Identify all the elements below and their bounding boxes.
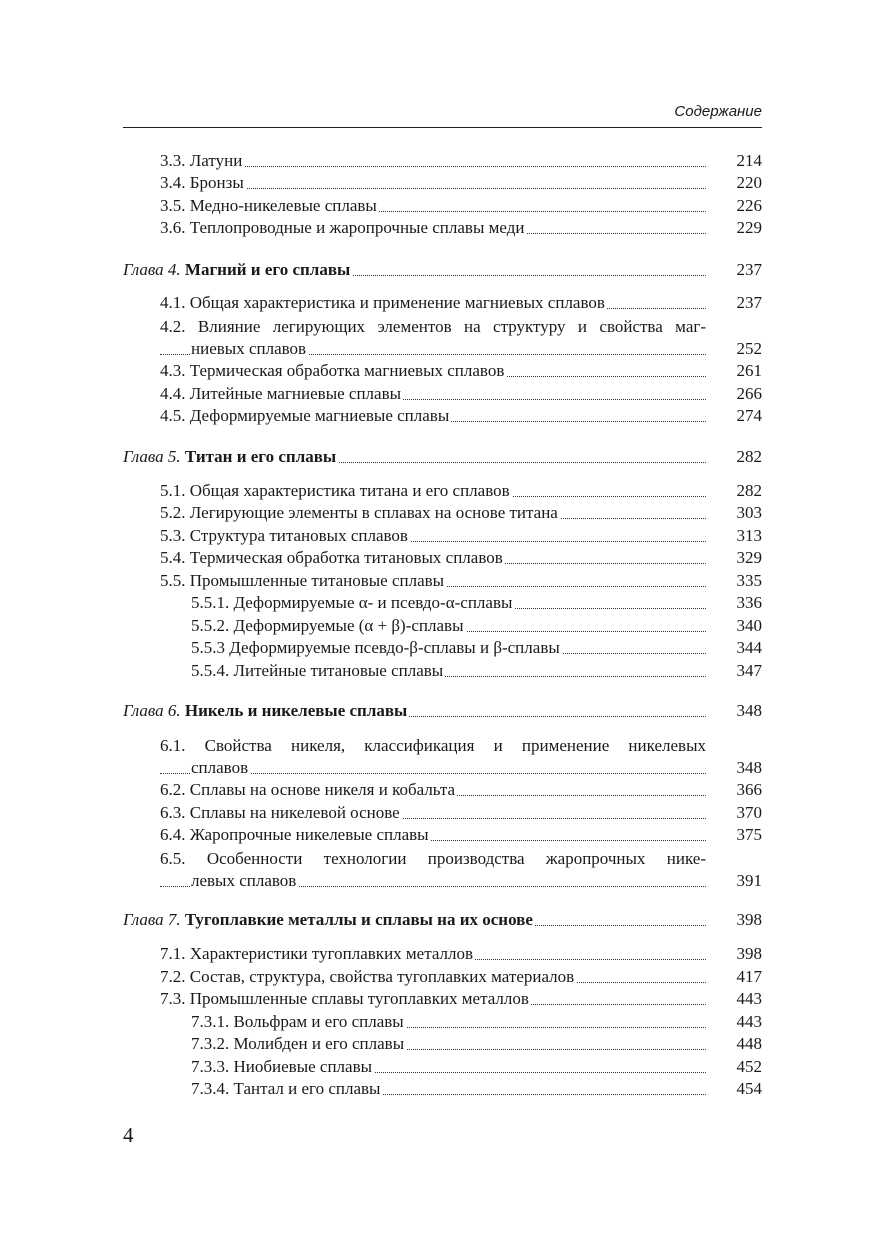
toc-entry	[191, 592, 762, 614]
chapter-title: Никель и никелевые сплавы	[184, 701, 408, 720]
toc-entry	[160, 779, 762, 801]
toc-entry	[160, 848, 762, 892]
toc-entry-title: 7.3.1. Вольфрам и его сплавы	[191, 1012, 404, 1031]
toc-page-number: 348	[736, 758, 762, 777]
toc-chapter-entry	[123, 446, 762, 468]
toc-page-number: 313	[736, 526, 762, 545]
toc-entry	[160, 802, 762, 824]
toc-page-number: 261	[736, 361, 762, 380]
toc-entry-title-line1: 4.2. Влияние легирующих элементов на структуру и свойства маг-	[160, 317, 706, 336]
toc-page-number: 335	[736, 571, 762, 590]
toc-entry	[191, 1078, 762, 1100]
chapter-title: Титан и его сплавы	[184, 447, 337, 466]
toc-page-number: 266	[736, 384, 762, 403]
toc-entry	[160, 502, 762, 524]
toc-page-number: 370	[736, 803, 762, 822]
toc-page-number: 417	[736, 967, 762, 986]
toc-entry-title: 5.4. Термическая обработка титановых сплавов	[160, 548, 503, 567]
toc-entry-title: 4.1. Общая характеристика и применение магниевых сплавов	[160, 293, 605, 312]
toc-chapter-entry	[123, 700, 762, 722]
toc-entry	[160, 943, 762, 965]
toc-entry-title: 5.3. Структура титановых сплавов	[160, 526, 408, 545]
toc-page-number: 252	[736, 339, 762, 358]
toc-entry-title-line2: левых сплавов	[191, 871, 297, 890]
toc-page-number: 375	[736, 825, 762, 844]
toc-page-number: 220	[736, 173, 762, 192]
chapter-label: Глава 7.	[123, 910, 181, 929]
toc-page-number: 214	[736, 151, 762, 170]
toc-entry	[160, 570, 762, 592]
toc-entry-title-line2: ниевых сплавов	[191, 339, 307, 358]
chapter-label: Глава 6.	[123, 701, 181, 720]
page-number: 4	[123, 1123, 134, 1147]
toc-entry	[160, 480, 762, 502]
toc-entry	[191, 637, 762, 659]
toc-page-number: 329	[736, 548, 762, 567]
toc-entry-title: 5.1. Общая характеристика титана и его сплавов	[160, 481, 510, 500]
toc-entry	[160, 150, 762, 172]
toc-entry-title: 6.4. Жаропрочные никелевые сплавы	[160, 825, 429, 844]
toc-entry	[191, 1033, 762, 1055]
chapter-label: Глава 5.	[123, 447, 181, 466]
toc-page-number: 226	[736, 196, 762, 215]
running-head-title: Содержание	[674, 103, 762, 120]
toc-entry-title: 7.3.2. Молибден и его сплавы	[191, 1034, 405, 1053]
toc-entry-title: 5.5.3 Деформируемые псевдо-β-сплавы и β-сплавы	[191, 638, 560, 657]
toc-entry	[160, 525, 762, 547]
toc-entry	[160, 360, 762, 382]
toc-entry-title: 7.3.3. Ниобиевые сплавы	[191, 1057, 373, 1076]
toc-page-number: 348	[736, 701, 762, 720]
toc-entry	[160, 172, 762, 194]
toc-entry	[191, 615, 762, 637]
toc-page-number: 347	[736, 661, 762, 680]
toc-page-number: 274	[736, 406, 762, 425]
toc-entry	[160, 383, 762, 405]
toc-entry-title: 6.2. Сплавы на основе никеля и кобальта	[160, 780, 456, 799]
toc-page-number: 452	[736, 1057, 762, 1076]
toc-entry	[160, 547, 762, 569]
toc-page-number: 336	[736, 593, 762, 612]
toc-entry-title: 3.6. Теплопроводные и жаропрочные сплавы меди	[160, 218, 525, 237]
toc-page-number: 344	[736, 638, 762, 657]
toc-entry	[160, 735, 762, 779]
toc-entry	[160, 405, 762, 427]
toc-entry	[191, 1011, 762, 1033]
toc-entry	[191, 660, 762, 682]
toc-entry-title: 4.4. Литейные магниевые сплавы	[160, 384, 402, 403]
toc-entry-title: 5.5.4. Литейные титановые сплавы	[191, 661, 444, 680]
toc-entry	[160, 316, 762, 360]
chapter-title: Тугоплавкие металлы и сплавы на их основе	[184, 910, 533, 929]
toc-page-number: 340	[736, 616, 762, 635]
toc-page-number: 391	[736, 871, 762, 890]
toc-chapter-entry	[123, 259, 762, 281]
toc-entry-title: 4.3. Термическая обработка магниевых сплавов	[160, 361, 505, 380]
chapter-title: Магний и его сплавы	[184, 260, 351, 279]
toc-page-number: 443	[736, 989, 762, 1008]
toc-entry-title: 7.3.4. Тантал и его сплавы	[191, 1079, 381, 1098]
toc-page-number: 366	[736, 780, 762, 799]
toc-entry-title: 6.3. Сплавы на никелевой основе	[160, 803, 400, 822]
toc-entry-title-line1: 6.5. Особенности технологии производства жаропрочных нике-	[160, 849, 706, 868]
toc-entry-title: 4.5. Деформируемые магниевые сплавы	[160, 406, 450, 425]
toc-page-number: 398	[736, 944, 762, 963]
toc-entry-title: 5.2. Легирующие элементы в сплавах на основе титана	[160, 503, 558, 522]
toc-page-number: 443	[736, 1012, 762, 1031]
toc-entry-title-line1: 6.1. Свойства никеля, классификация и применение никелевых	[160, 736, 706, 755]
toc-page-number: 448	[736, 1034, 762, 1053]
toc-entry-title: 3.5. Медно-никелевые сплавы	[160, 196, 377, 215]
toc-entry	[160, 195, 762, 217]
toc-entry	[160, 824, 762, 846]
toc-entry	[160, 988, 762, 1010]
toc-entry-title-line2: сплавов	[191, 758, 249, 777]
chapter-label: Глава 4.	[123, 260, 181, 279]
toc-entry-title: 5.5.2. Деформируемые (α + β)-сплавы	[191, 616, 464, 635]
toc-entry-title: 5.5.1. Деформируемые α- и псевдо-α-сплавы	[191, 593, 513, 612]
toc-entry-title: 7.1. Характеристики тугоплавких металлов	[160, 944, 474, 963]
toc-entry	[160, 217, 762, 239]
toc-page-number: 237	[736, 293, 762, 312]
toc-entry	[160, 292, 762, 314]
toc-page-number: 282	[736, 481, 762, 500]
toc-entry	[160, 966, 762, 988]
toc-entry-title: 5.5. Промышленные титановые сплавы	[160, 571, 445, 590]
toc-entry	[191, 1056, 762, 1078]
toc-page-number: 282	[736, 447, 762, 466]
toc-page-number: 303	[736, 503, 762, 522]
toc-page-number: 229	[736, 218, 762, 237]
toc-page-number: 398	[736, 910, 762, 929]
toc-entry-title: 7.3. Промышленные сплавы тугоплавких металлов	[160, 989, 529, 1008]
toc-chapter-entry	[123, 909, 762, 931]
toc-entry-title: 3.4. Бронзы	[160, 173, 244, 192]
toc-entry-title: 3.3. Латуни	[160, 151, 243, 170]
toc-page-number: 237	[736, 260, 762, 279]
toc-page-number: 454	[736, 1079, 762, 1098]
toc-entry-title: 7.2. Состав, структура, свойства тугоплавких материалов	[160, 967, 575, 986]
